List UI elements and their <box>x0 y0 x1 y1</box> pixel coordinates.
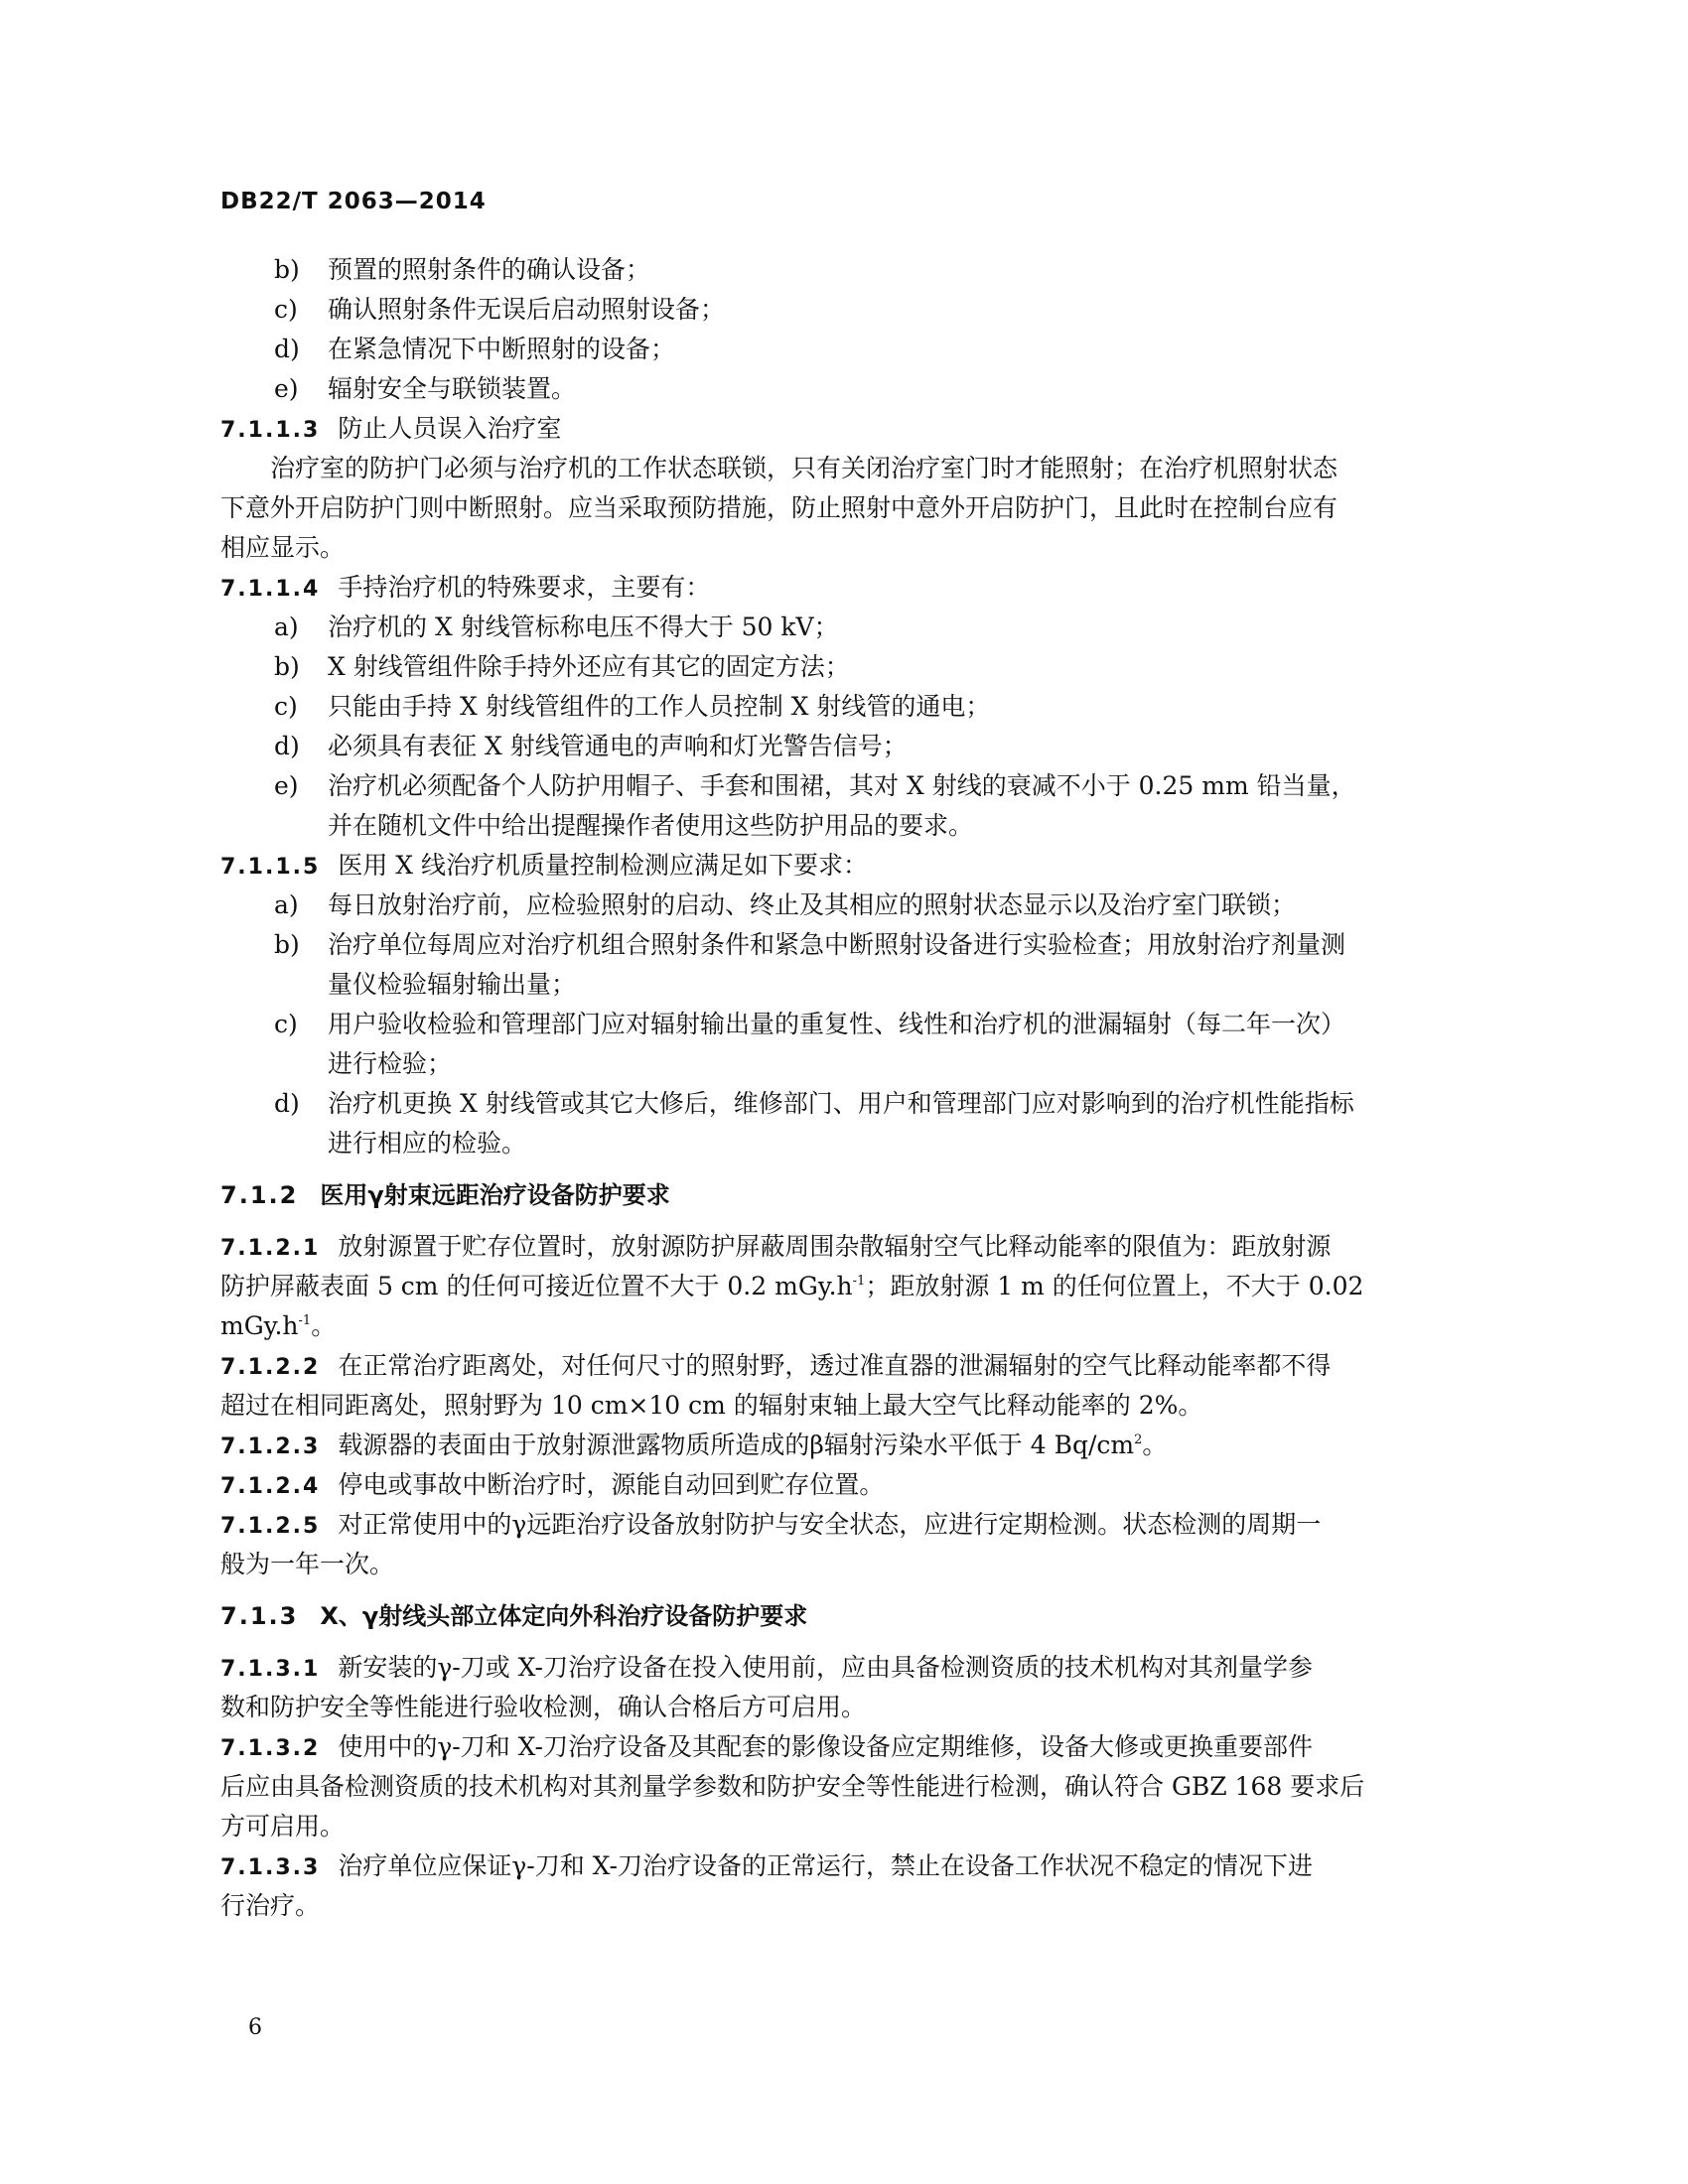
list-item: b) 治疗单位每周应对治疗机组合照射条件和紧急中断照射设备进行实验检查；用放射治疗剂量测 <box>274 930 1346 959</box>
superscript: 2 <box>1134 1433 1143 1447</box>
clause-7-1-3-1 <box>220 1648 1444 1727</box>
clause-title: 7.1.1.4 手持治疗机的特殊要求，主要有： <box>220 573 711 602</box>
paragraph-line: 相应显示。 <box>220 533 346 562</box>
list-item: d) 在紧急情况下中断照射的设备； <box>274 335 676 363</box>
paragraph-line: 7.1.3.2 使用中的γ-刀和 X-刀治疗设备及其配套的影像设备应定期维修，设备大修或更换重要部件 <box>220 1732 1314 1761</box>
paragraph-line: 7.1.2.4 停电或事故中断治疗时，源能自动回到贮存位置。 <box>220 1470 885 1499</box>
paragraph-line: 7.1.2.2 在正常治疗距离处，对任何尺寸的照射野，透过准直器的泄漏辐射的空气比释动能率都不得 <box>220 1351 1332 1380</box>
paragraph-line: 治疗室的防护门必须与治疗机的工作状态联锁，只有关闭治疗室门时才能照射；在治疗机照射状态 <box>270 454 1338 482</box>
list-item: c) 只能由手持 X 射线管组件的工作人员控制 X 射线管的通电； <box>274 692 991 721</box>
document-id-header: DB22/T 2063—2014 <box>220 189 487 214</box>
list-item: d) 治疗机更换 X 射线管或其它大修后，维修部门、用户和管理部门应对影响到的治疗机性能指标 <box>274 1089 1354 1118</box>
paragraph-line: 7.1.3.3 治疗单位应保证γ-刀和 X-刀治疗设备的正常运行，禁止在设备工作状况不稳定的情况下进 <box>220 1851 1314 1880</box>
clause-7-1-2-5 <box>220 1505 1444 1584</box>
document-body <box>220 250 1444 1926</box>
clause-7-1-1-3 <box>220 409 1444 568</box>
list-item: d) 必须具有表征 X 射线管通电的声响和灯光警告信号； <box>274 732 908 760</box>
list-item-continuation: 量仪检验辐射输出量； <box>328 970 577 999</box>
paragraph-line: 方可启用。 <box>220 1812 346 1841</box>
paragraph-line: 7.1.2.1 放射源置于贮存位置时，放射源防护屏蔽周围杂散辐射空气比释动能率的限值为：距放射源 <box>220 1232 1332 1261</box>
superscript: -1 <box>852 1274 866 1289</box>
list-item: a) 每日放射治疗前，应检验照射的启动、终止及其相应的照射状态显示以及治疗室门联锁； <box>274 890 1297 919</box>
list-item: b) 预置的照射条件的确认设备； <box>274 255 651 284</box>
paragraph-line: 7.1.2.5 对正常使用中的γ远距治疗设备放射防护与安全状态，应进行定期检测。状态检测的周期一 <box>220 1510 1322 1539</box>
clause-7-1-2-1 <box>220 1227 1444 1346</box>
list-item-continuation: 并在随机文件中给出提醒操作者使用这些防护用品的要求。 <box>328 811 974 840</box>
section-heading-7-1-2: 7.1.2 医用γ射束远距治疗设备防护要求 <box>220 1181 670 1209</box>
paragraph-line: 后应由具备检测资质的技术机构对其剂量学参数和防护安全等性能进行检测，确认符合 GBZ 168 要求后 <box>220 1772 1365 1801</box>
paragraph-line: 下意外开启防护门则中断照射。应当采取预防措施，防止照射中意外开启防护门，且此时在控制台应有 <box>220 493 1338 522</box>
clause-7-1-1-4 <box>220 568 1444 846</box>
paragraph-line: $mGy.h^{-1}$。 <box>220 1311 337 1340</box>
clause-title: 7.1.1.5 医用 X 线治疗机质量控制检测应满足如下要求： <box>220 851 869 880</box>
list-item: c) 确认照射条件无误后启动照射设备； <box>274 295 726 324</box>
paragraph-line: 数和防护安全等性能进行验收检测，确认合格后方可启用。 <box>220 1693 867 1721</box>
clause-7-1-2-2 <box>220 1346 1444 1426</box>
list-7-1-1-2 <box>220 250 1444 409</box>
clause-7-1-3-2 <box>220 1727 1444 1846</box>
clause-7-1-2-3 <box>220 1426 1444 1465</box>
list-item: b) X 射线管组件除手持外还应有其它的固定方法； <box>274 652 850 681</box>
clause-7-1-2-4 <box>220 1465 1444 1505</box>
list-item: a) 治疗机的 X 射线管标称电压不得大于 50 kV； <box>274 613 839 641</box>
paragraph-line: 行治疗。 <box>220 1891 321 1920</box>
list-item: e) 辐射安全与联锁装置。 <box>274 374 577 403</box>
page-number: 6 <box>248 2015 262 2040</box>
superscript: -1 <box>298 1313 312 1328</box>
list-item-continuation: 进行检验； <box>328 1049 453 1078</box>
paragraph-line: 防护屏蔽表面 5 cm 的任何可接近位置不大于 0.2 $mGy.h^{-1}$；距放射源 1 m 的任何位置上，不大于 0.02 <box>220 1272 1364 1300</box>
list-item-continuation: 进行相应的检验。 <box>328 1129 527 1158</box>
paragraph-line: 超过在相同距离处，照射野为 10 cm×10 cm 的辐射束轴上最大空气比释动能率的 2%。 <box>220 1391 1203 1420</box>
paragraph-line: 7.1.2.3 载源器的表面由于放射源泄露物质所造成的β辐射污染水平低于 4 $Bq/cm^2$。 <box>220 1431 1168 1459</box>
clause-title: 7.1.1.3 防止人员误入治疗室 <box>220 414 562 443</box>
section-heading-7-1-3: 7.1.3 X、γ射线头部立体定向外科治疗设备防护要求 <box>220 1602 808 1630</box>
list-item: c) 用户验收检验和管理部门应对辐射输出量的重复性、线性和治疗机的泄漏辐射（每二年一次） <box>274 1010 1346 1038</box>
list-item: e) 治疗机必须配备个人防护用帽子、手套和围裙，其对 X 射线的衰减不小于 0.25 mm 铅当量， <box>274 771 1356 800</box>
paragraph-line: 般为一年一次。 <box>220 1550 395 1578</box>
clause-7-1-1-5 <box>220 846 1444 1163</box>
paragraph-line: 7.1.3.1 新安装的γ-刀或 X-刀治疗设备在投入使用前，应由具备检测资质的技术机构对其剂量学参 <box>220 1653 1314 1682</box>
clause-7-1-3-3 <box>220 1846 1444 1926</box>
